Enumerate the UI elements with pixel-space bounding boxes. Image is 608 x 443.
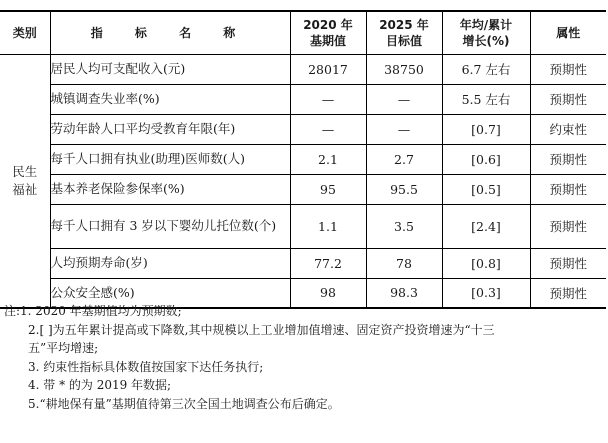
base-value: — (290, 114, 366, 144)
footnote-4: 4. 带 * 的为 2019 年数据; (28, 378, 172, 392)
target-value: 2.7 (366, 144, 442, 174)
header-target-year-line1: 2025 年 (379, 17, 429, 32)
footnote-5: 5.“耕地保有量”基期值待第三次全国土地调查公布后确定。 (28, 396, 340, 411)
header-category: 类别 (0, 11, 50, 54)
indicator-name: 公众安全感(%) (50, 278, 290, 308)
indicator-table (0, 10, 606, 309)
base-value: 95 (290, 174, 366, 204)
table-row (0, 144, 606, 174)
header-growth-line1: 年均/累计 (459, 17, 513, 32)
target-value: 38750 (366, 54, 442, 84)
footnote-1: 注:1. 2020 年基期值均为预期数; (4, 304, 182, 318)
indicator-name: 居民人均可支配收入(元) (50, 54, 290, 84)
header-indicator: 指 标 名 称 (50, 11, 290, 54)
growth-value: 6.7 左右 (442, 54, 530, 84)
table-row (0, 114, 606, 144)
attribute-value: 预期性 (530, 278, 606, 308)
target-value: — (366, 84, 442, 114)
attribute-value: 约束性 (530, 114, 606, 144)
base-value: 77.2 (290, 248, 366, 278)
table-header-row (0, 11, 606, 54)
category-cell (0, 54, 50, 308)
header-base-year-line2: 基期值 (309, 33, 346, 48)
header-growth (442, 11, 530, 54)
growth-value: [0.3] (442, 278, 530, 308)
target-value: 98.3 (366, 278, 442, 308)
table-row (0, 174, 606, 204)
attribute-value: 预期性 (530, 174, 606, 204)
footnote-2-continued: 五”平均增速; (28, 341, 99, 355)
growth-value: [0.8] (442, 248, 530, 278)
target-value: 78 (366, 248, 442, 278)
indicator-name: 基本养老保险参保率(%) (50, 174, 290, 204)
header-target-year-line2: 目标值 (385, 33, 422, 48)
indicator-name: 人均预期寿命(岁) (50, 248, 290, 278)
attribute-value: 预期性 (530, 204, 606, 248)
target-value: 95.5 (366, 174, 442, 204)
category-line2: 福祉 (12, 181, 38, 197)
attribute-value: 预期性 (530, 54, 606, 84)
table-row (0, 204, 606, 248)
growth-value: [2.4] (442, 204, 530, 248)
footnote-2: 2.[ ]为五年累计提高或下降数,其中规模以上工业增加值增速、固定资产投资增速为“十三 (28, 322, 495, 337)
table-row (0, 84, 606, 114)
indicator-name: 每千人口拥有执业(助理)医师数(人) (50, 144, 290, 174)
header-base-year (290, 11, 366, 54)
attribute-value: 预期性 (530, 248, 606, 278)
category-line1: 民生 (12, 163, 38, 179)
growth-value: [0.5] (442, 174, 530, 204)
growth-value: [0.7] (442, 114, 530, 144)
header-base-year-line1: 2020 年 (303, 17, 353, 32)
indicator-name: 劳动年龄人口平均受教育年限(年) (50, 114, 290, 144)
base-value: 2.1 (290, 144, 366, 174)
header-target-year (366, 11, 442, 54)
table-row (0, 248, 606, 278)
attribute-value: 预期性 (530, 144, 606, 174)
header-attribute: 属性 (530, 11, 606, 54)
base-value: 28017 (290, 54, 366, 84)
indicator-name: 每千人口拥有 3 岁以下婴幼儿托位数(个) (50, 204, 290, 248)
footnote-3: 3. 约束性指标具体数值按国家下达任务执行; (28, 359, 264, 374)
attribute-value: 预期性 (530, 84, 606, 114)
target-value: 3.5 (366, 204, 442, 248)
growth-value: 5.5 左右 (442, 84, 530, 114)
target-value: — (366, 114, 442, 144)
base-value: 98 (290, 278, 366, 308)
base-value: 1.1 (290, 204, 366, 248)
growth-value: [0.6] (442, 144, 530, 174)
base-value: — (290, 84, 366, 114)
table-row (0, 54, 606, 84)
footnotes (4, 302, 604, 413)
indicator-name: 城镇调查失业率(%) (50, 84, 290, 114)
header-growth-line2: 增长(%) (462, 33, 510, 48)
